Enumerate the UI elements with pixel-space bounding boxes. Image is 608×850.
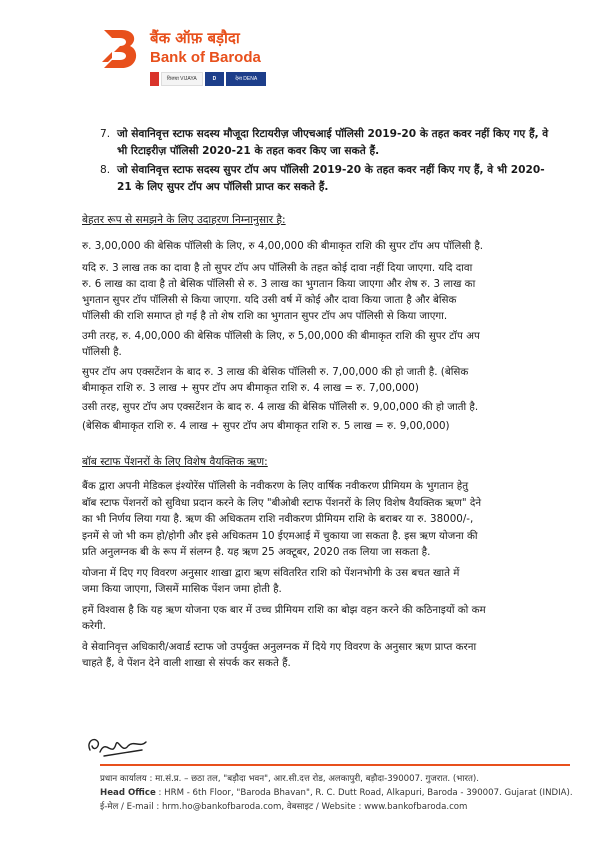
paragraph-line: उसी तरह, सुपर टॉप अप एक्सटेंशन के बाद रु. 4 लाख की बेसिक पॉलिसी रु. 9,00,000 की हो जाती है. xyxy=(82,401,479,413)
footer-divider xyxy=(100,764,570,766)
head-office-text: : HRM - 6th Floor, "Baroda Bhavan", R. C. Dutt Road, Alkapuri, Baroda - 390007. Gujarat (INDIA). xyxy=(158,788,573,798)
paragraph-line: पॉलिसी है. xyxy=(82,346,122,358)
paragraph-line: रु. 6 लाख का दावा है तो बेसिक पॉलिसी से रु. 3 लाख का भुगतान किया जाएगा और शेष रु. 3 लाख का xyxy=(82,278,476,290)
paragraph-line: भुगतान सुपर टॉप पॉलिसी से किया जाएगा. यदि उसी वर्ष में कोई और दावा किया जाता है और बेसिक xyxy=(82,294,457,306)
list-item xyxy=(100,126,550,160)
head-office-label: Head Office xyxy=(100,788,156,798)
paragraph-line: बॉब स्टाफ पेंशनरों को सुविधा प्रदान करने के लिए "बीओबी स्टाफ पेंशनरों के लिए विशेष वैयक्तिक ऋण" देने xyxy=(82,496,482,509)
paragraph-line: (बेसिक बीमाकृत राशि रु. 4 लाख + सुपर टॉप अप बीमाकृत राशि रु. 5 लाख = रु. 9,00,000) xyxy=(82,420,450,432)
badge-vijaya: विजया VIJAYA xyxy=(161,72,203,86)
paragraph-line: वे सेवानिवृत्त अधिकारी/अवार्ड स्टाफ जो उपर्युक्त अनुलग्नक में दिये गए विवरण के अनुसार ऋण प्राप्त करना xyxy=(82,640,477,653)
example-section xyxy=(82,238,542,434)
paragraph-line: रु. 3,00,000 की बेसिक पॉलिसी के लिए, रु 4,00,000 की बीमाकृत राशि की सुपर टॉप अप पॉलिसी है. xyxy=(82,240,484,252)
brand-name-hindi: बैंक ऑफ़ बड़ौदा xyxy=(150,29,240,47)
badge-blue-mark: D xyxy=(205,72,225,86)
paragraph-line: बैंक द्वारा अपनी मेडिकल इंश्योरेंस पॉलिसी के नवीकरण के लिए वार्षिक नवीकरण प्रीमियम के भुगतान हेतु xyxy=(82,480,469,492)
brand-name-english: Bank of Baroda xyxy=(150,49,261,66)
paragraph-line: प्रति अनुलग्नक बी के रूप में संलग्न है. यह ऋण 25 अक्टूबर, 2020 तक लिया जा सकता है. xyxy=(82,546,431,558)
merger-badges xyxy=(150,72,266,86)
footer-contact: ई-मेल / E-mail : hrm.ho@bankofbaroda.com, वेबसाइट / Website : www.bankofbaroda.com xyxy=(100,802,468,812)
paragraph-line: करेगी. xyxy=(82,620,106,632)
bank-of-baroda-logo-icon xyxy=(100,28,144,72)
paragraph-line: हमें विश्वास है कि यह ऋण योजना एक बार में उच्च प्रीमियम राशि का बोझ वहन करने की कठिनाइयों को कम xyxy=(82,603,486,616)
paragraph-line: उमी तरह, रु. 4,00,000 की बेसिक पॉलिसी के लिए, रु 5,00,000 की बीमाकृत राशि की सुपर टॉप अप xyxy=(82,330,480,342)
bank-logo xyxy=(100,28,300,94)
loan-heading: बॉब स्टाफ पेंशनरों के लिए विशेष वैयक्तिक ऋण: xyxy=(82,456,268,468)
footer-address-hindi: प्रधान कार्यालय : मा.सं.प्र. – छठा तल, "बड़ौदा भवन", आर.सी.दत्त रोड, अलकापुरी, बड़ौदा-390007. गुजरात. (भारत). xyxy=(100,774,479,784)
list-item-number: 8. xyxy=(100,164,111,176)
footer xyxy=(100,772,580,814)
paragraph-line: यदि रु. 3 लाख तक का दावा है तो सुपर टॉप अप पॉलिसी के तहत कोई दावा नहीं दिया जाएगा. यदि दावा xyxy=(82,262,473,274)
paragraph-line: जमा किया जाएगा, जिसमें मासिक पेंशन जमा होती है. xyxy=(82,583,282,595)
footer-head-office xyxy=(100,786,580,800)
paragraph-line: पॉलिसी की राशि समाप्त हो गई है तो शेष राशि का भुगतान सुपर टॉप अप पॉलिसी से किया जाएगा. xyxy=(82,310,448,322)
badge-red-block xyxy=(150,72,159,86)
loan-section xyxy=(82,478,542,672)
paragraph-line: योजना में दिए गए विवरण अनुसार शाखा द्वारा ऋण संवितरित राशि को पेंशनभोगी के उस बचत खाते में xyxy=(82,566,460,579)
paragraph-line: इनमें से जो भी कम हो/होगी और इसे अधिकतम 10 ईएमआई में चुकाया जा सकता है. इस ऋण योजना की xyxy=(82,529,478,542)
list-item xyxy=(100,162,550,196)
paragraph-line: चाहते हैं, वे पेंशन देने वाली शाखा से संपर्क कर सकते हैं. xyxy=(82,657,291,669)
numbered-list xyxy=(100,126,550,198)
list-item-text: जो सेवानिवृत्त स्टाफ सदस्य सुपर टॉप अप पॉलिसी 2019-20 के तहत कवर नहीं किए गए हैं, वे भी 2020-21 के लिए सुपर टॉप अप पॉलिसी प्राप्त कर सकते हैं. xyxy=(117,164,545,193)
example-heading: बेहतर रूप से समझने के लिए उदाहरण निम्नानुसार है: xyxy=(82,214,286,226)
list-item-text: जो सेवानिवृत्त स्टाफ सदस्य मौजूदा रिटायरीज़ जीएचआई पॉलिसी 2019-20 के तहत कवर नहीं किए गए हैं, वे भी रिटाइरीज़ पॉलिसी 2020-21 के तहत कवर किए जा सकते हैं. xyxy=(117,128,549,157)
badge-dena: देना DENA xyxy=(226,72,266,86)
paragraph-line: बीमाकृत राशि रु. 3 लाख + सुपर टॉप अप बीमाकृत राशि रु. 4 लाख = रु. 7,00,000) xyxy=(82,382,419,394)
paragraph-line: सुपर टॉप अप एक्सटेंशन के बाद रु. 3 लाख की बेसिक पॉलिसी रु. 7,00,000 की हो जाती है. (बेसिक xyxy=(82,366,469,378)
list-item-number: 7. xyxy=(100,128,111,140)
signature-icon xyxy=(84,728,164,764)
paragraph-line: का भी निर्णय लिया गया है. ऋण की अधिकतम राशि नवीकरण प्रीमियम राशि के बराबर या रु. 38000/-, xyxy=(82,513,474,525)
